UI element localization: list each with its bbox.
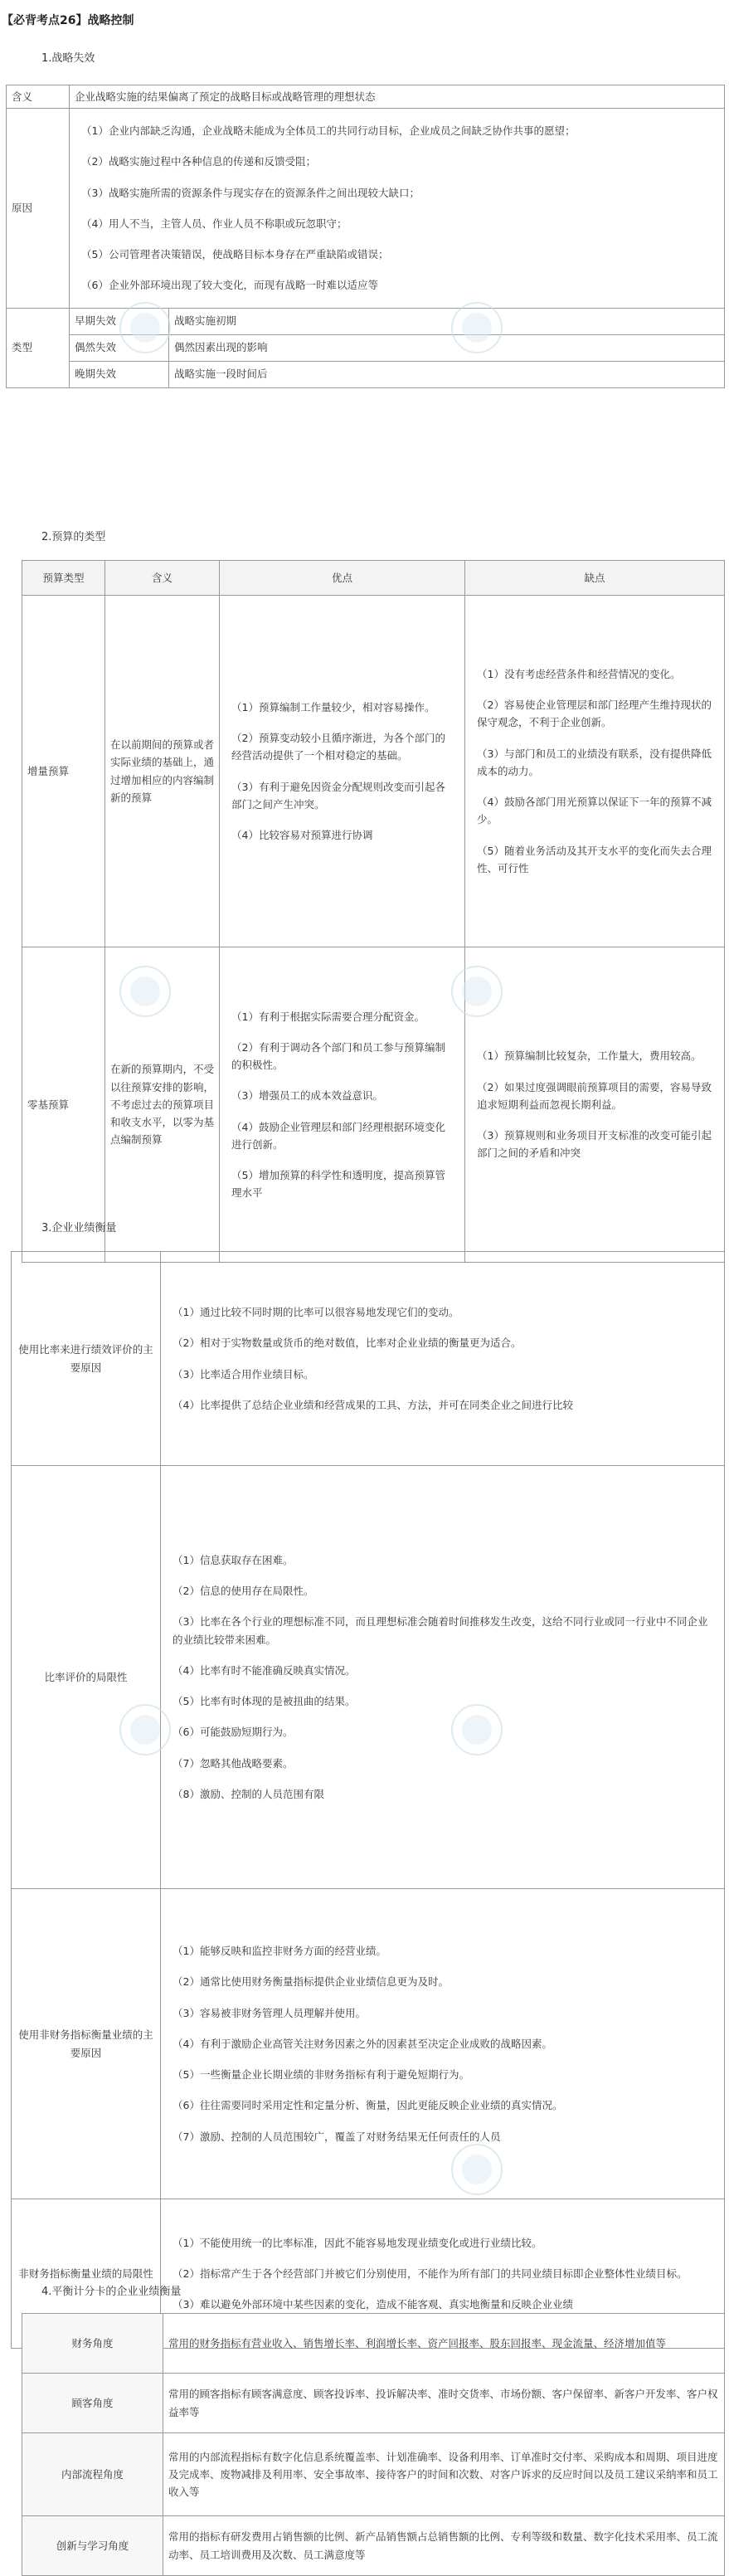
list-item: （1）能够反映和监控非财务方面的经营业绩。 [173, 1945, 386, 1958]
definition-row [7, 85, 725, 109]
perspective-label: 财务角度 [22, 2314, 163, 2374]
type-row [7, 361, 725, 387]
perspective-label: 内部流程角度 [22, 2433, 163, 2516]
perspective-text: 常用的内部流程指标有数字化信息系统覆盖率、计划准确率、设备利用率、订单准时交付率、采购成本和周期、项目进度及完成率、废物减排及利用率、安全事故率、接待客户的时间和次数、对客户诉求的反应时间以及员工建议采纳率和员工收入等 [163, 2433, 725, 2516]
list-item: （6）可能鼓励短期行为。 [173, 1726, 294, 1739]
con-item: （5）随着业务活动及其开支水平的变化而失去合理性、可行性 [477, 844, 712, 874]
type-desc: 战略实施初期 [169, 308, 725, 334]
causes-label: 原因 [7, 109, 70, 309]
type-row [7, 334, 725, 361]
list-item: （5）比率有时体现的是被扭曲的结果。 [173, 1695, 356, 1708]
header-cell: 缺点 [465, 561, 725, 596]
types-label: 类型 [7, 308, 70, 387]
budget-meaning: 在以前期间的预算或者实际业绩的基础上，通过增加相应的内容编制新的预算 [105, 596, 220, 947]
budget-types-table [22, 560, 725, 1263]
pro-item: （3）有利于避免因资金分配规则改变而引起各部门之间产生冲突。 [231, 780, 445, 811]
block-label: 比率评价的局限性 [12, 1466, 161, 1889]
con-item: （2）如果过度强调眼前预算项目的需要，容易导致追求短期利益而忽视长期利益。 [477, 1080, 712, 1111]
table-row [22, 2374, 725, 2433]
perspective-text: 常用的顾客指标有顾客满意度、顾客投诉率、投诉解决率、准时交货率、市场份额、客户保留率、新客户开发率、客户权益率等 [163, 2374, 725, 2433]
list-item: （2）通常比使用财务衡量指标提供企业业绩信息更为及时。 [173, 1975, 449, 1989]
type-row [7, 308, 725, 334]
block-items [161, 1252, 725, 1466]
list-item: （2）相对于实物数量或货币的绝对数值，比率对企业业绩的衡量更为适合。 [173, 1337, 522, 1350]
section4-heading: 4.平衡计分卡的企业业绩衡量 [41, 2286, 182, 2298]
header-cell: 优点 [220, 561, 465, 596]
list-item: （2）信息的使用存在局限性。 [173, 1585, 314, 1598]
table-row [22, 2314, 725, 2374]
list-item: （3）容易被非财务管理人员理解并使用。 [173, 2006, 366, 2019]
table-row [22, 2433, 725, 2516]
performance-measurement-table [11, 1251, 725, 2349]
causes-cell [70, 109, 725, 309]
list-item: （5）一些衡量企业长期业绩的非财务指标有利于避免短期行为。 [173, 2068, 469, 2082]
block-items [161, 1466, 725, 1889]
type-desc: 战略实施一段时间后 [169, 361, 725, 387]
list-item: （3）比率适合用作业绩目标。 [173, 1367, 314, 1381]
section3-heading: 3.企业业绩衡量 [41, 1222, 117, 1234]
block-label: 使用非财务指标衡量业绩的主要原因 [12, 1889, 161, 2199]
block-label: 使用比率来进行绩效评价的主要原因 [12, 1252, 161, 1466]
perspective-label: 创新与学习角度 [22, 2516, 163, 2576]
list-item: （4）比率提供了总结企业业绩和经营成果的工具、方法，并可在同类企业之间进行比较 [173, 1398, 573, 1411]
section2-heading: 2.预算的类型 [41, 531, 106, 543]
budget-cons [465, 947, 725, 1263]
list-item: （2）指标常产生于各个经营部门并被它们分别使用，不能作为所有部门的共同业绩目标即企业整体性业绩目标。 [173, 2267, 688, 2280]
pro-item: （2）有利于调动各个部门和员工参与预算编制的积极性。 [231, 1040, 445, 1071]
definition-label: 含义 [7, 85, 70, 109]
budget-meaning: 在新的预算期内，不受以往预算安排的影响，不考虑过去的预算项目和收支水平，以零为基点编制预算 [105, 947, 220, 1263]
list-item: （8）激励、控制的人员范围有限 [173, 1787, 324, 1800]
budget-pros [220, 947, 465, 1263]
table-row [12, 1466, 725, 1889]
budget-type: 增量预算 [22, 596, 105, 947]
table-row [12, 1889, 725, 2199]
definition-text: 企业战略实施的结果偏离了预定的战略目标或战略管理的理想状态 [70, 85, 725, 109]
header-cell: 预算类型 [22, 561, 105, 596]
list-item: （4）有利于激励企业高管关注财务因素之外的因素甚至决定企业成败的战略因素。 [173, 2037, 552, 2050]
list-item: （1）信息获取存在困难。 [173, 1553, 294, 1566]
pro-item: （1）有利于根据实际需要合理分配资金。 [231, 1010, 425, 1023]
strategy-failure-table [6, 85, 725, 388]
budget-type: 零基预算 [22, 947, 105, 1263]
pro-item: （4）比较容易对预算进行协调 [231, 829, 373, 841]
cause-item: （2）战略实施过程中各种信息的传递和反馈受阻； [81, 155, 316, 168]
list-item: （1）通过比较不同时期的比率可以很容易地发现它们的变动。 [173, 1306, 459, 1318]
con-item: （4）鼓励各部门用光预算以保证下一年的预算不减少。 [477, 796, 712, 826]
list-item: （1）不能使用统一的比率标准，因此不能容易地发现业绩变化或进行业绩比较。 [173, 2236, 542, 2249]
type-name: 晚期失效 [70, 361, 169, 387]
list-item: （3）比率在各个行业的理想标准不同，而且理想标准会随着时间推移发生改变，这给不同行业或同一行业中不同企业的业绩比较带来困难。 [173, 1615, 708, 1646]
type-desc: 偶然因素出现的影响 [169, 334, 725, 361]
table-row [12, 1252, 725, 1466]
con-item: （1）没有考虑经营条件和经营情况的变化。 [477, 667, 681, 680]
balanced-scorecard-table [22, 2313, 725, 2576]
list-item: （7）激励、控制的人员范围较广，覆盖了对财务结果无任何责任的人员 [173, 2130, 501, 2143]
con-item: （2）容易使企业管理层和部门经理产生维持现状的保守观念，不利于企业创新。 [477, 699, 712, 729]
perspective-text: 常用的指标有研发费用占销售额的比例、新产品销售额占总销售额的比例、专利等级和数量、数字化技术采用率、员工流动率、员工培训费用及次数、员工满意度等 [163, 2516, 725, 2576]
causes-row [7, 109, 725, 309]
list-item: （4）比率有时不能准确反映真实情况。 [173, 1663, 356, 1677]
cause-item: （3）战略实施所需的资源条件与现实存在的资源条件之间出现较大缺口； [81, 186, 420, 199]
list-item: （7）忽略其他战略要素。 [173, 1756, 294, 1770]
pro-item: （4）鼓励企业管理层和部门经理根据环境变化进行创新。 [231, 1120, 445, 1151]
page-title: 【必背考点26】战略控制 [2, 14, 134, 27]
perspective-label: 顾客角度 [22, 2374, 163, 2433]
pro-item: （3）增强员工的成本效益意识。 [231, 1089, 383, 1103]
list-item: （6）往往需要同时采用定性和定量分析、衡量，因此更能反映企业业绩的真实情况。 [173, 2099, 563, 2112]
con-item: （3）与部门和员工的业绩没有联系，没有提供降低成本的动力。 [477, 747, 712, 777]
section1-heading: 1.战略失效 [41, 52, 95, 65]
cause-item: （1）企业内部缺乏沟通，企业战略未能成为全体员工的共同行动目标，企业成员之间缺乏协作共事的愿望； [81, 124, 576, 137]
pro-item: （1）预算编制工作量较少，相对容易操作。 [231, 700, 435, 713]
con-item: （3）预算规则和业务项目开支标准的改变可能引起部门之间的矛盾和冲突 [477, 1129, 712, 1160]
pro-item: （2）预算变动较小且循序渐进，为各个部门的经营活动提供了一个相对稳定的基础。 [231, 732, 445, 762]
cause-item: （5）公司管理者决策错误，使战略目标本身存在严重缺陷或错误； [81, 248, 389, 261]
table-row [22, 596, 725, 947]
type-name: 早期失效 [70, 308, 169, 334]
cause-item: （4）用人不当，主管人员、作业人员不称职或玩忽职守； [81, 217, 347, 230]
budget-cons [465, 596, 725, 947]
perspective-text: 常用的财务指标有营业收入、销售增长率、利润增长率、资产回报率、股东回报率、现金流量、经济增加值等 [163, 2314, 725, 2374]
type-name: 偶然失效 [70, 334, 169, 361]
table-row [22, 947, 725, 1263]
cause-item: （6）企业外部环境出现了较大变化，而现有战略一时难以适应等 [81, 279, 378, 292]
pro-item: （5）增加预算的科学性和透明度，提高预算管理水平 [231, 1169, 445, 1200]
con-item: （1）预算编制比较复杂，工作量大，费用较高。 [477, 1049, 702, 1063]
list-item: （3）难以避免外部环境中某些因素的变化，造成不能客观、真实地衡量和反映企业业绩 [173, 2298, 573, 2311]
header-cell: 含义 [105, 561, 220, 596]
budget-pros [220, 596, 465, 947]
block-items [161, 1889, 725, 2199]
table-header-row [22, 561, 725, 596]
block-label: 非财务指标衡量业绩的局限性 [12, 2199, 161, 2349]
